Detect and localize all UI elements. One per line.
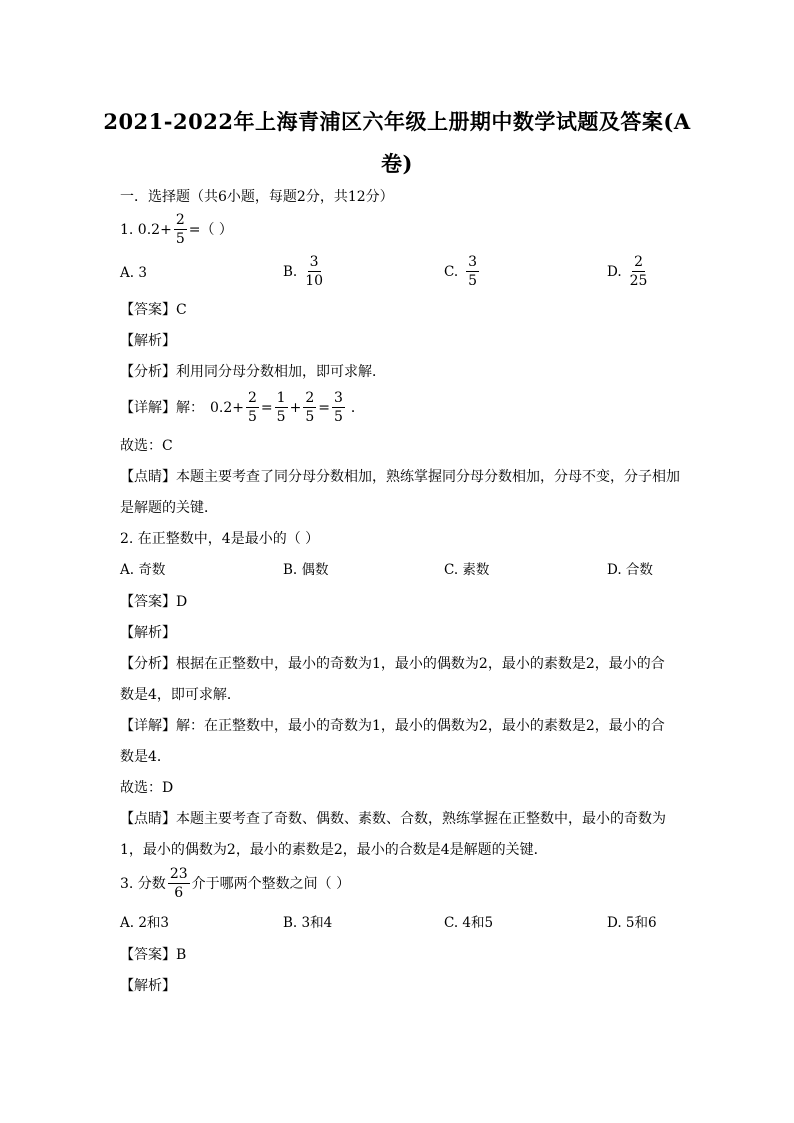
q2-xiangjie-line-2: 数是4．	[120, 749, 171, 765]
q1-calc-f3-numerator: 2	[305, 390, 315, 406]
q2-fenxi-line-1: 【分析】根据在正整数中，最小的奇数为1，最小的偶数为2，最小的素数是2，最小的合	[120, 656, 665, 672]
q2-xiangjie-line-1: 【详解】解：在正整数中，最小的奇数为1，最小的偶数为2，最小的素数是2，最小的合	[120, 718, 665, 734]
q1-fraction	[174, 212, 187, 247]
q1-option-c-numerator: 3	[468, 254, 478, 270]
q1-calc-start: 0.2+	[210, 399, 244, 416]
q1-calc-f3-denominator: 5	[305, 409, 315, 425]
q3-option-c: C. 4和5	[444, 915, 494, 931]
q2-option-b: B. 偶数	[283, 562, 329, 578]
q2-option-a: A. 奇数	[120, 562, 166, 578]
q2-option-c: C. 素数	[444, 562, 490, 578]
q1-fraction-numerator: 2	[175, 212, 185, 228]
q2-fenxi-line-2: 数是4，即可求解．	[120, 687, 241, 703]
q2-answer: 【答案】D	[120, 594, 188, 610]
q1-option-c-label: C.	[444, 263, 459, 280]
q2-option-d: D. 合数	[607, 562, 653, 578]
section-heading: 一．选择题（共6小题，每题2分，共12分）	[120, 189, 394, 205]
q1-calc-f4-denominator: 5	[333, 409, 343, 425]
q1-calc-plus: +	[289, 399, 302, 416]
q3-analysis-heading: 【解析】	[120, 978, 176, 994]
document-title-line-1: 2021-2022年上海青浦区六年级上册期中数学试题及答案(A	[103, 109, 691, 134]
q1-option-b-numerator: 3	[309, 254, 319, 270]
q1-prefix: 1. 0.2+	[120, 221, 172, 238]
q3-suffix: 介于哪两个整数之间（ ）	[191, 875, 351, 892]
q2-dianjing-line-1: 【点睛】本题主要考查了奇数、偶数、素数、合数，熟练掌握在正整数中，最小的奇数为	[120, 811, 666, 827]
question-3-stem	[120, 866, 350, 901]
q1-option-b	[283, 254, 325, 289]
q1-option-d-numerator: 2	[634, 254, 644, 270]
q1-option-b-label: B.	[283, 263, 298, 280]
q1-option-d-denominator: 25	[629, 273, 648, 289]
document-title-line-2: 卷)	[381, 151, 413, 176]
q2-analysis-heading: 【解析】	[120, 625, 176, 641]
q1-option-d-label: D.	[607, 263, 622, 280]
q1-calc-fraction-1	[246, 390, 259, 425]
q1-dianjing-line-2: 是解题的关键．	[120, 500, 218, 516]
q1-calc-f2-denominator: 5	[276, 409, 286, 425]
q1-calc-equals-2: =	[318, 399, 330, 416]
q2-choice: 故选：D	[120, 780, 174, 796]
q1-option-c-denominator: 5	[468, 273, 478, 289]
q2-dianjing-line-2: 1，最小的偶数为2，最小的素数是2，最小的合数是4是解题的关键．	[120, 842, 548, 858]
q1-calc-f1-numerator: 2	[248, 390, 257, 406]
q1-calc-f4-numerator: 3	[333, 390, 343, 406]
question-2-stem: 2. 在正整数中，4是最小的（ ）	[120, 531, 320, 547]
q1-analysis-heading: 【解析】	[120, 333, 176, 349]
q1-xiangjie	[120, 390, 365, 425]
q1-calc-end: ．	[350, 399, 365, 416]
q1-option-a: A. 3	[120, 265, 147, 281]
q3-prefix: 3. 分数	[120, 875, 166, 892]
q1-fraction-denominator: 5	[175, 231, 185, 247]
q3-fraction	[168, 866, 190, 901]
q3-option-a: A. 2和3	[120, 915, 170, 931]
q1-calc-f1-denominator: 5	[248, 409, 257, 425]
q1-calc-fraction-4	[332, 390, 345, 425]
q1-fenxi: 【分析】利用同分母分数相加，即可求解．	[120, 364, 386, 380]
q1-calc-f2-numerator: 1	[276, 390, 286, 406]
q3-option-b: B. 3和4	[283, 915, 333, 931]
q3-fraction-numerator: 23	[169, 866, 188, 882]
q1-choice: 故选：C	[120, 438, 173, 454]
q1-option-d	[607, 254, 649, 289]
q1-option-b-denominator: 10	[305, 273, 324, 289]
q1-calc-fraction-2	[275, 390, 288, 425]
q1-option-d-fraction	[630, 254, 648, 289]
q1-dianjing-line-1: 【点睛】本题主要考查了同分母分数相加，熟练掌握同分母分数相加，分母不变，分子相加	[120, 469, 680, 485]
q1-calc-equals-1: =	[260, 399, 273, 416]
q1-option-c-fraction	[466, 254, 479, 289]
q1-suffix: =（ ）	[188, 221, 233, 238]
q3-option-d: D. 5和6	[607, 915, 657, 931]
q1-xiangjie-prefix: 【详解】解：	[120, 399, 204, 416]
q1-calc-fraction-3	[303, 390, 316, 425]
q1-option-c	[444, 254, 481, 289]
q3-fraction-denominator: 6	[174, 885, 184, 901]
q1-answer: 【答案】C	[120, 302, 187, 318]
q1-option-b-fraction	[305, 254, 323, 289]
q3-answer: 【答案】B	[120, 947, 187, 963]
question-1-stem	[120, 212, 233, 247]
